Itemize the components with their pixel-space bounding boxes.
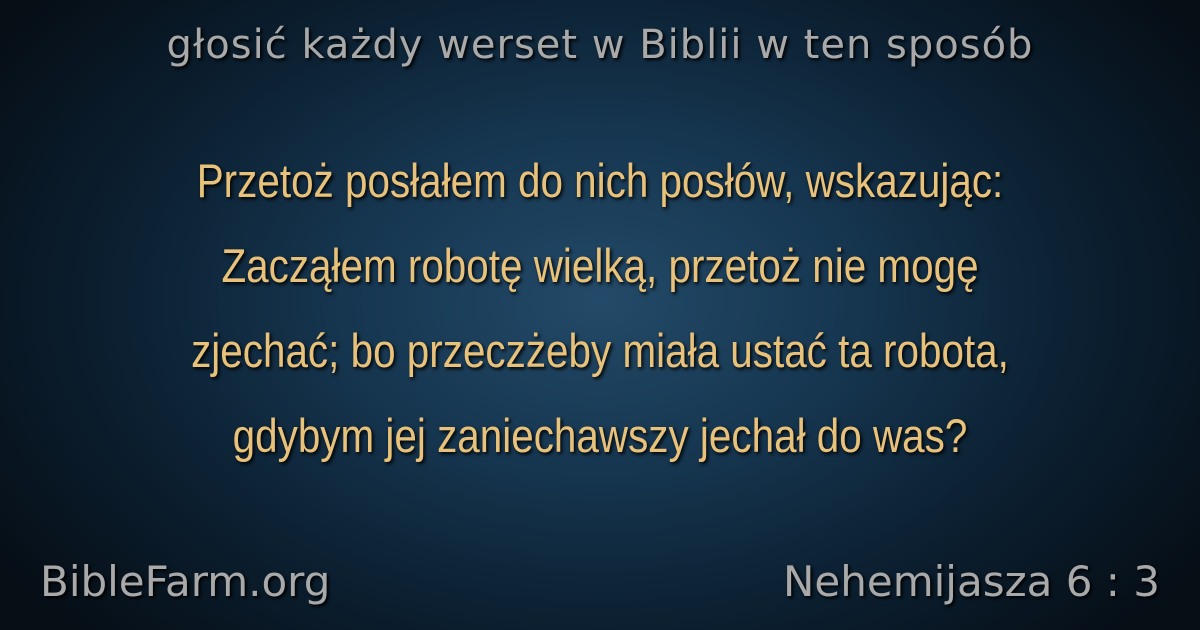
verse-line: Zacząłem robotę wielką, przetoż nie mogę — [221, 239, 979, 292]
verse-line: gdybym jej zaniechawszy jechał do was? — [232, 409, 968, 462]
verse-line: Przetoż posłałem do nich posłów, wskazując: — [196, 154, 1004, 207]
verse-reference: Nehemijasza 6 : 3 — [782, 557, 1160, 606]
tagline: głosić każdy werset w Biblii w ten sposób — [166, 22, 1034, 68]
verse-text — [110, 138, 1090, 478]
site-name: BibleFarm.org — [40, 557, 331, 606]
verse-line: zjechać; bo przeczżeby miała ustać ta robota, — [191, 324, 1009, 377]
